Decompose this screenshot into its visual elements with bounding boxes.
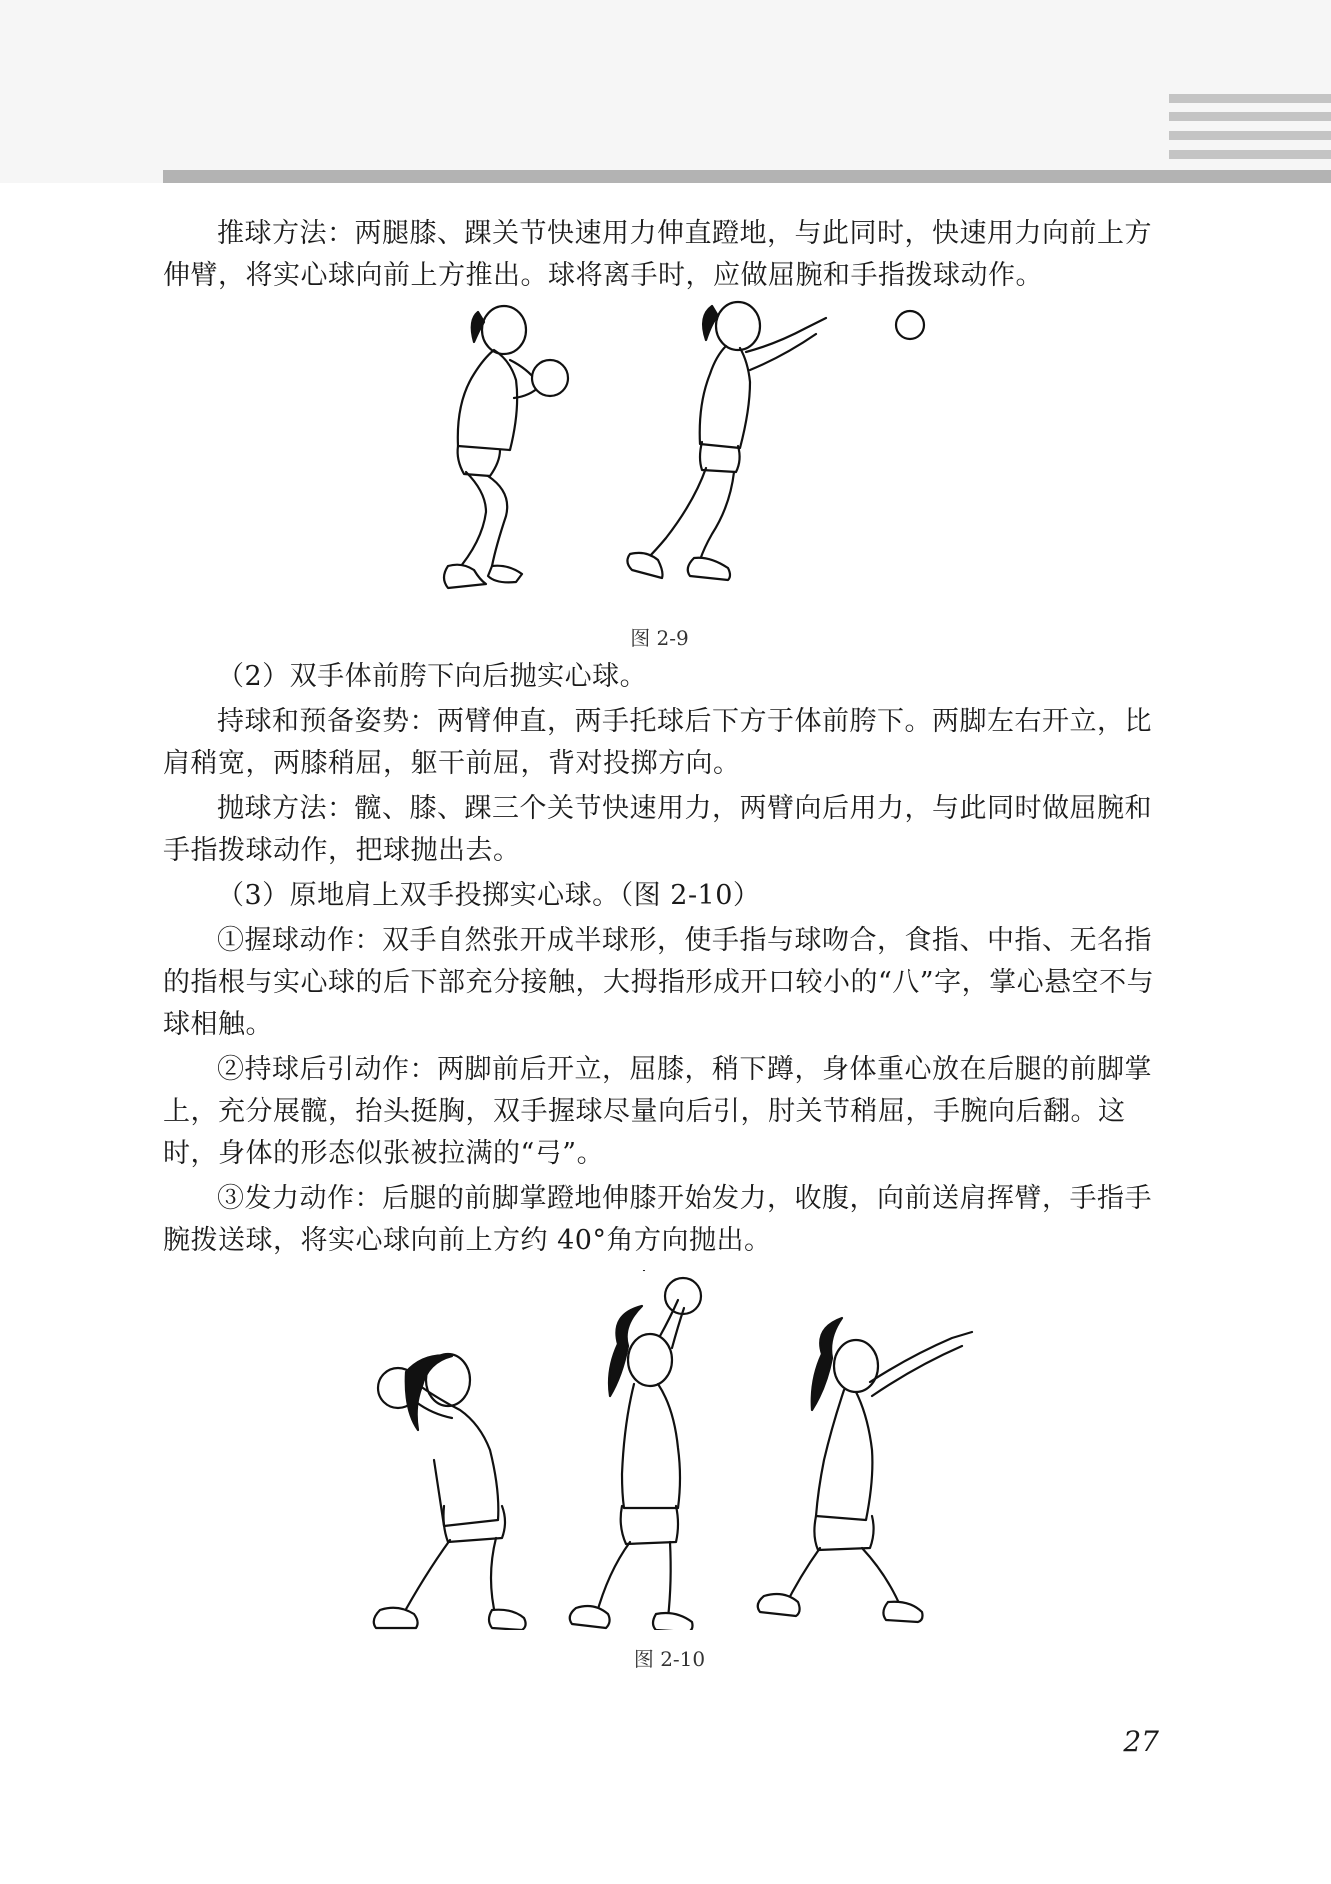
header-stripe (1169, 150, 1331, 159)
paragraph-backswing: ②持球后引动作：两脚前后开立，屈膝，稍下蹲，身体重心放在后腿的前脚掌上，充分展髋，抬头挺胸，双手握球尽量向后引，肘关节稍屈，手腕向后翻。这时，身体的形态似张被拉满的“弓”。 (163, 1054, 1152, 1169)
girl-crouch-figure (444, 306, 568, 588)
paragraph-throw-method: 抛球方法：髋、膝、踝三个关节快速用力，两臂向后用力，与此同时做屈腕和手指拨球动作，把球抛出去。 (163, 793, 1152, 866)
girl-overhead-figure (570, 1278, 701, 1630)
paragraph-release: ③发力动作：后腿的前脚掌蹬地伸膝开始发力，收腹，向前送肩挥臂，手指手腕拨送球，将实心球向前上方约 40°角方向抛出。 (163, 1183, 1152, 1256)
section-heading-overhead-throw: （3）原地肩上双手投掷实心球。（图 2-10） (217, 880, 761, 911)
text-block-middle (163, 656, 1168, 1262)
ball-in-flight (890, 305, 930, 345)
caption-figure-2-9: 图 2-9 (630, 626, 689, 650)
header-stripe (1169, 94, 1331, 103)
paragraph-ready-posture: 持球和预备姿势：两臂伸直，两手托球后下方于体前胯下。两脚左右开立，比肩稍宽，两膝稍屈，躯干前屈，背对投掷方向。 (163, 706, 1152, 779)
figure-2-10-illustration (360, 1270, 980, 1630)
header-stripe (1169, 112, 1331, 121)
text-block-top (163, 213, 1168, 297)
girl-follow-through-figure (644, 1270, 972, 1622)
figure-2-9-illustration (400, 300, 920, 600)
header-rule (163, 170, 1331, 183)
caption-figure-2-10: 图 2-10 (633, 1647, 706, 1671)
section-heading-underhand-throw: （2）双手体前胯下向后抛实心球。 (217, 661, 648, 692)
header-band (0, 0, 1331, 183)
girl-push-figure (627, 302, 826, 580)
girl-backswing-figure (374, 1354, 526, 1630)
paragraph-push-method: 推球方法：两腿膝、踝关节快速用力伸直蹬地，与此同时，快速用力向前上方伸臂，将实心球向前上方推出。球将离手时，应做屈腕和手指拨球动作。 (163, 218, 1152, 291)
paragraph-grip: ①握球动作：双手自然张开成半球形，使手指与球吻合，食指、中指、无名指的指根与实心球的后下部充分接触，大拇指形成开口较小的“八”字，掌心悬空不与球相触。 (163, 925, 1155, 1040)
header-stripe (1169, 131, 1331, 140)
page-number: 27 (1123, 1725, 1159, 1758)
